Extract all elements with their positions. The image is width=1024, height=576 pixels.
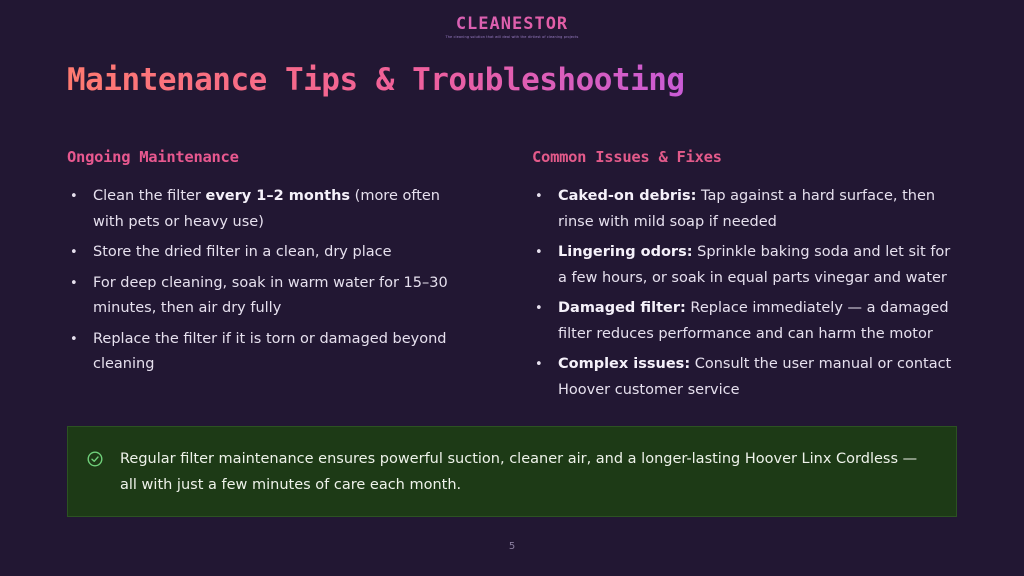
list-item: • Caked-on debris: Tap against a hard surface, then rinse with mild soap if needed: [532, 184, 962, 235]
ongoing-maintenance-heading: Ongoing Maintenance: [67, 148, 239, 166]
list-item: • Lingering odors: Sprinkle baking soda and let sit for a few hours, or soak in equal parts vinegar and water: [532, 240, 962, 291]
list-item: • Clean the filter every 1–2 months (more often with pets or heavy use): [67, 184, 467, 235]
brand-logo: [0, 14, 1024, 39]
list-item: • Damaged filter: Replace immediately — a damaged filter reduces performance and can harm the motor: [532, 296, 962, 347]
bullet-icon: •: [70, 331, 78, 347]
common-issues-heading: Common Issues & Fixes: [532, 148, 722, 166]
bullet-icon: •: [70, 245, 78, 260]
maintenance-list: [67, 184, 467, 378]
page-number: 5: [508, 541, 516, 552]
check-circle-icon: [87, 451, 103, 467]
list-item: • Replace the filter if it is torn or damaged beyond cleaning: [67, 327, 467, 378]
bullet-icon: •: [535, 189, 543, 204]
list-item: • For deep cleaning, soak in warm water for 15–30 minutes, then air dry fully: [67, 271, 467, 322]
callout-text: Regular filter maintenance ensures powerful suction, cleaner air, and a longer-lasting Hoover Linx Cordless — all with just a few minutes of care each month.: [120, 451, 918, 493]
brand-tagline: The cleaning solution that will deal with the dirtiest of cleaning projects: [445, 35, 579, 39]
bullet-icon: •: [70, 189, 78, 204]
bullet-icon: •: [535, 301, 543, 316]
summary-callout: [67, 426, 957, 517]
bullet-icon: •: [535, 357, 543, 372]
list-item: • Complex issues: Consult the user manual or contact Hoover customer service: [532, 352, 962, 403]
ongoing-maintenance-section: [67, 148, 467, 383]
common-issues-section: [532, 148, 962, 408]
page-title: Maintenance Tips & Troubleshooting: [67, 62, 685, 98]
bullet-icon: •: [535, 245, 543, 260]
brand-name: CLEANESTOR: [0, 14, 1024, 34]
bullet-icon: •: [70, 275, 78, 291]
list-item: • Store the dried filter in a clean, dry place: [67, 240, 467, 266]
issues-list: [532, 184, 962, 403]
